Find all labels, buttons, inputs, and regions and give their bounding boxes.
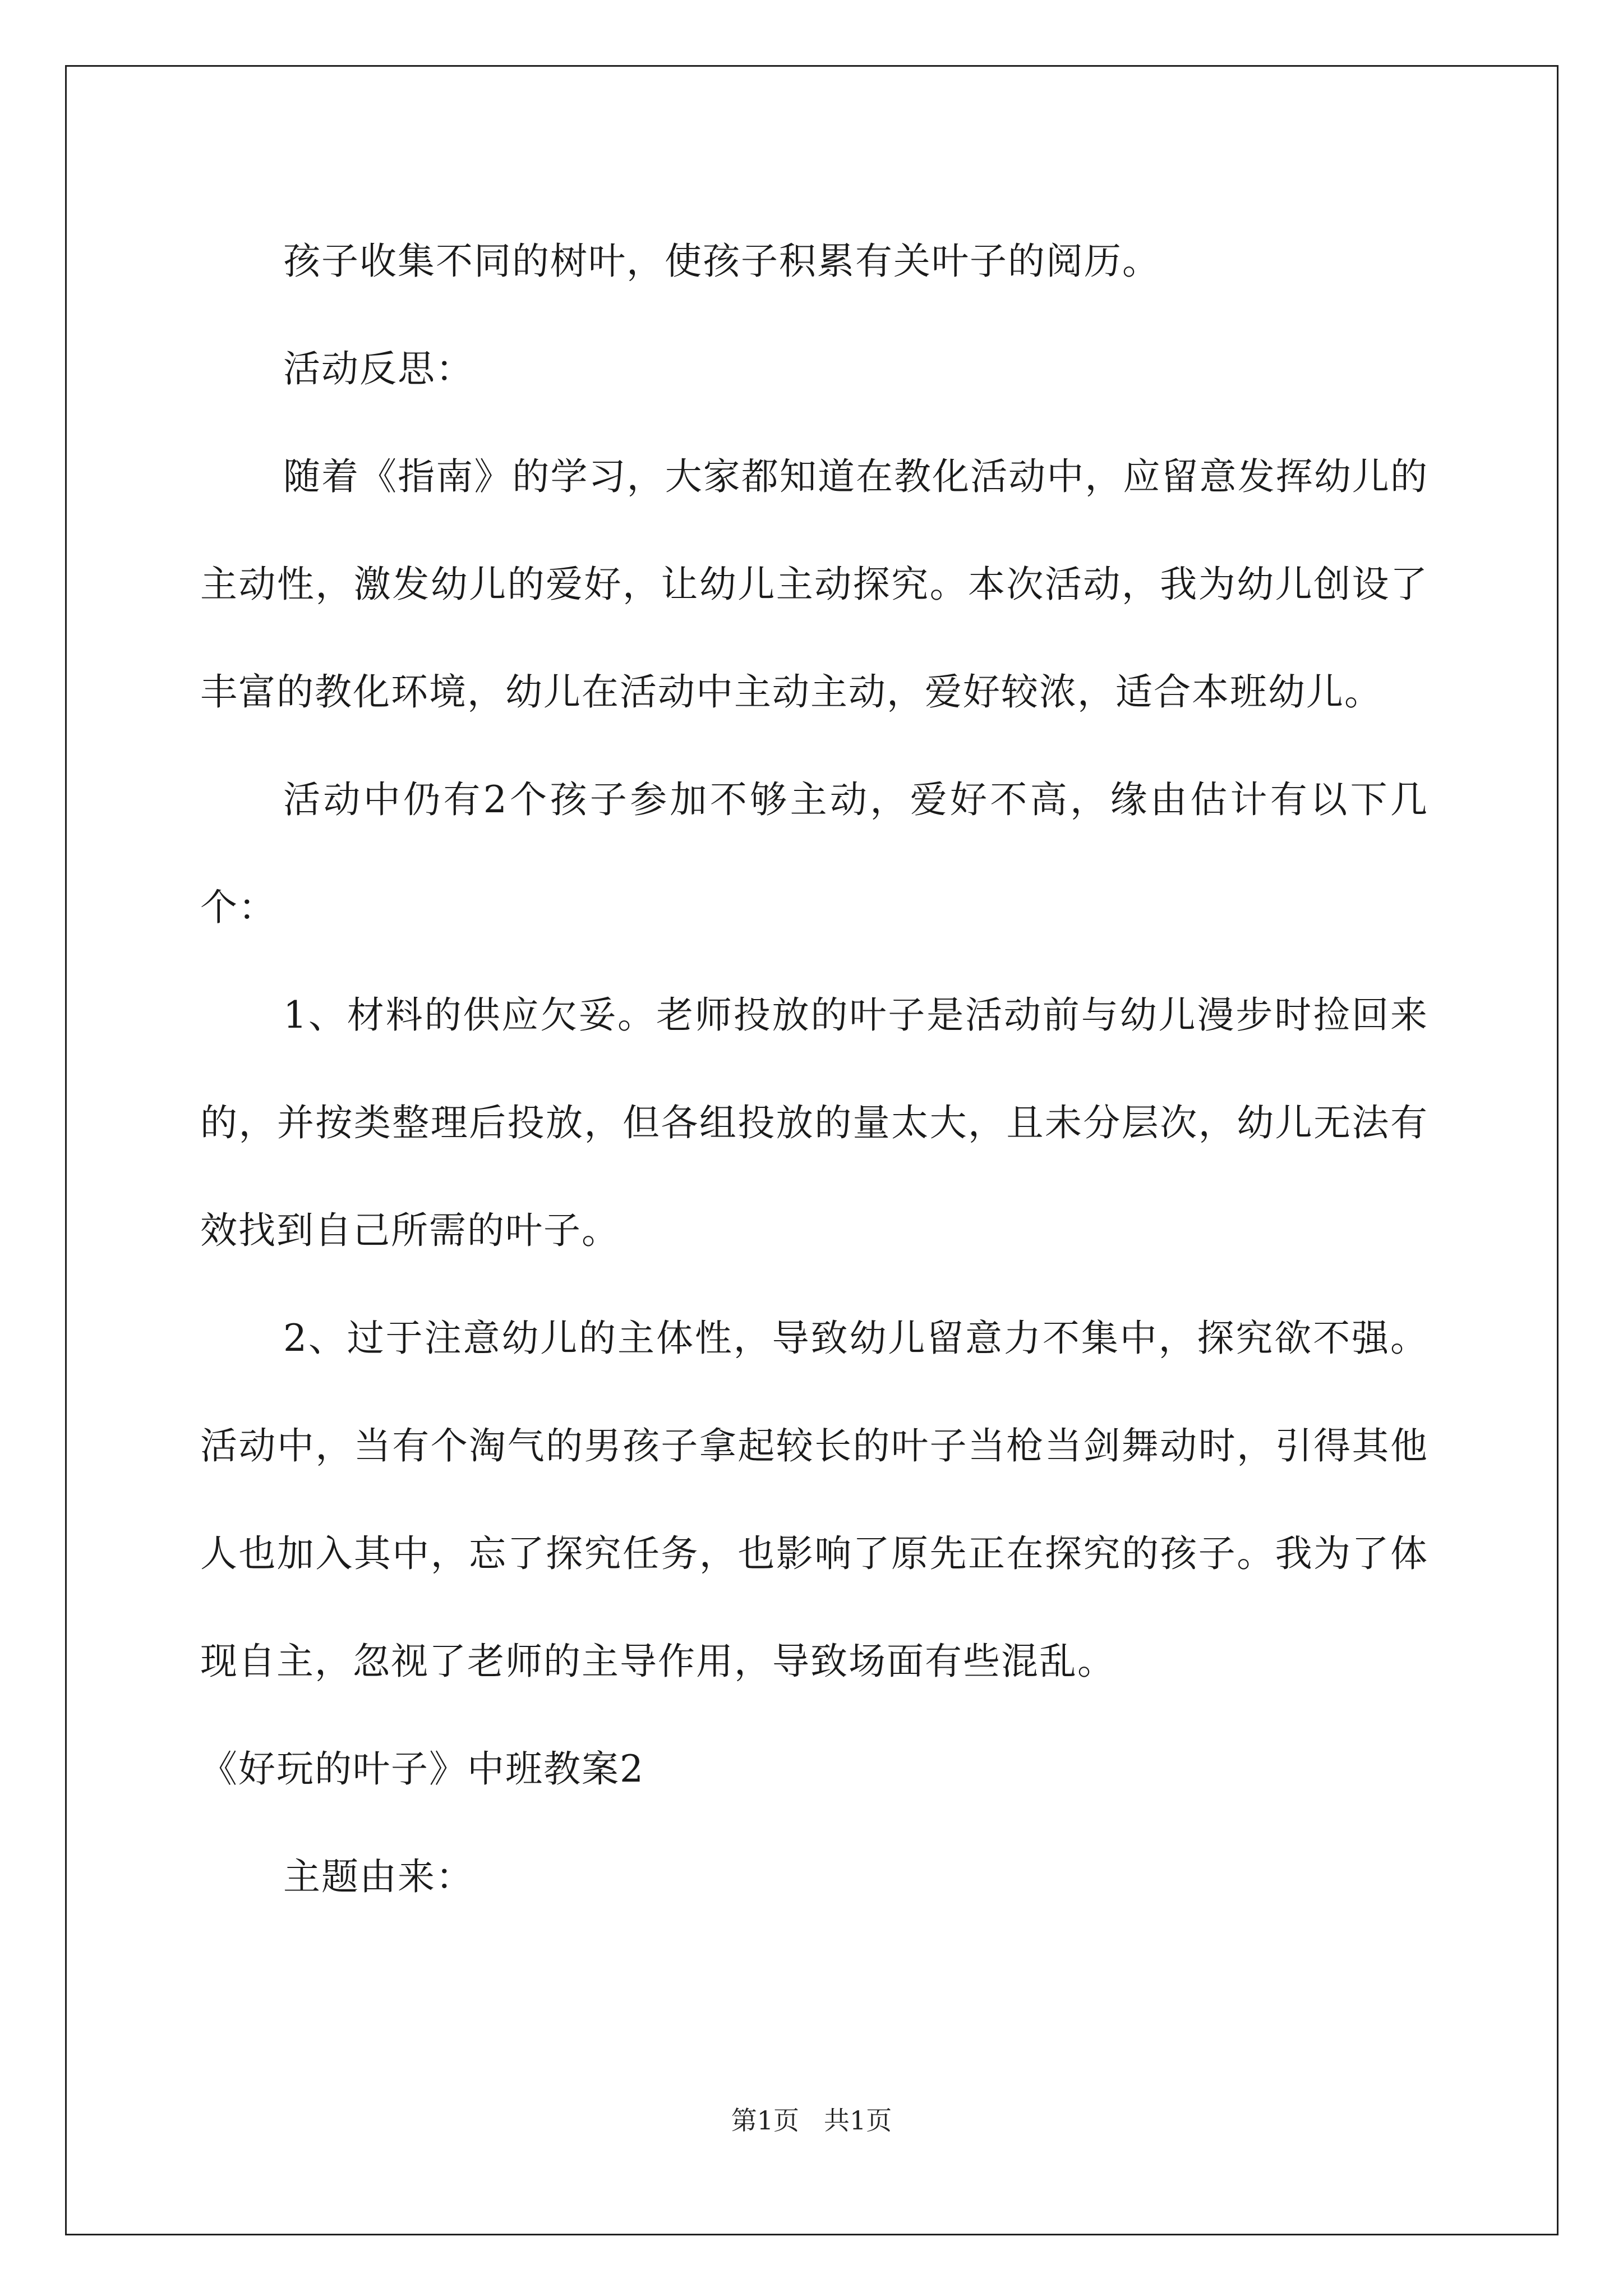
- paragraph-1: 孩子收集不同的树叶，使孩子积累有关叶子的阅历。: [283, 240, 1160, 283]
- page-footer: [0, 2104, 1623, 2137]
- subheading: 主题由来：: [283, 1855, 474, 1898]
- paragraph-4: 活动中仍有2个孩子参加不够主动，爱好不高，缘由估计有以下几个：: [200, 778, 1428, 929]
- section-title: 《好玩的叶子》中班教案2: [200, 1747, 644, 1791]
- document-body: [200, 208, 1428, 1931]
- paragraph-6: 2、过于注意幼儿的主体性，导致幼儿留意力不集中，探究欲不强。活动中，当有个淘气的男孩子拿起较长的叶子当枪当剑舞动时，引得其他人也加入其中，忘了探究任务，也影响了原先正在探究的孩子。我为了体现自主，忽视了老师的主导作用，导致场面有些混乱。: [200, 1317, 1428, 1683]
- paragraph-2: 活动反思：: [283, 347, 474, 390]
- page-total: 共1页: [823, 2105, 892, 2136]
- page-number: 第1页: [731, 2105, 800, 2136]
- paragraph-3: 随着《指南》的学习，大家都知道在教化活动中，应留意发挥幼儿的主动性，激发幼儿的爱好，让幼儿主动探究。本次活动，我为幼儿创设了丰富的教化环境，幼儿在活动中主动主动，爱好较浓，适合本班幼儿。: [200, 455, 1428, 714]
- paragraph-5: 1、材料的供应欠妥。老师投放的叶子是活动前与幼儿漫步时捡回来的，并按类整理后投放，但各组投放的量太大，且未分层次，幼儿无法有效找到自己所需的叶子。: [200, 993, 1428, 1252]
